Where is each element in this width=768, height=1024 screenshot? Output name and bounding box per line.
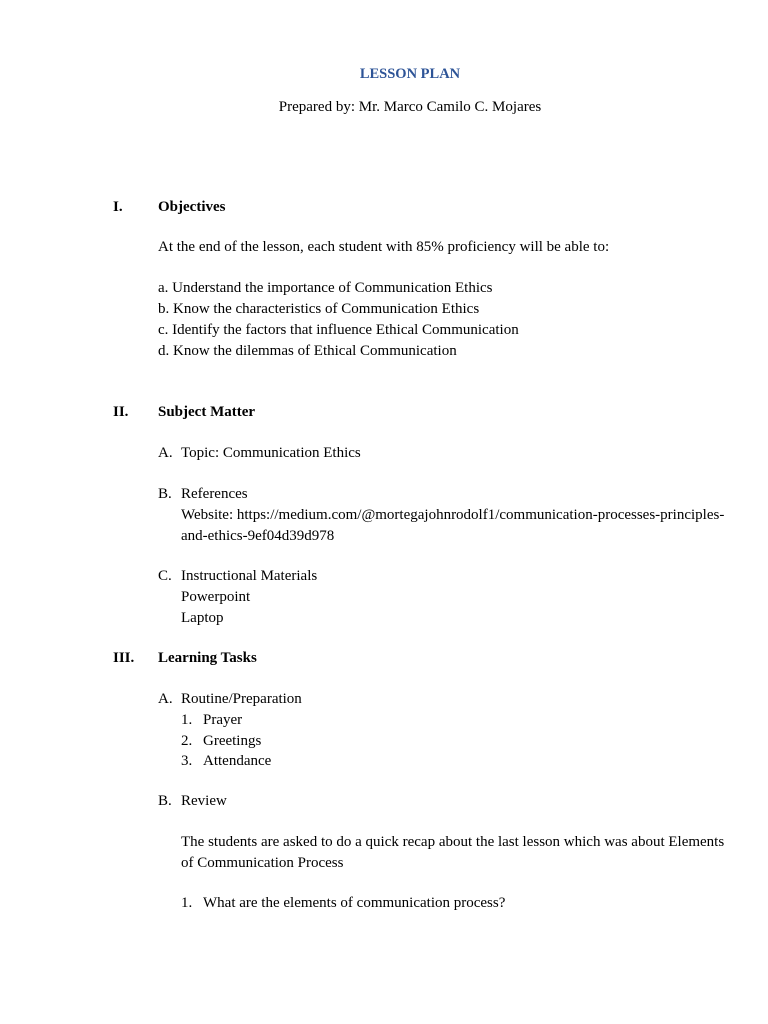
review-paragraph-line: The students are asked to do a quick recap about the last lesson which was about Elements [181, 834, 725, 850]
routine-item-marker: 1. [181, 712, 193, 728]
objective-item: b. Know the characteristics of Communication Ethics [158, 301, 480, 317]
routine-item: Attendance [203, 753, 272, 769]
reference-website-line: Website: https://medium.com/@mortegajohnrodolf1/communication-processes-principles- [181, 507, 725, 523]
section-heading-objectives: Objectives [158, 199, 226, 215]
material-item: Powerpoint [181, 589, 251, 605]
review-question: What are the elements of communication process? [203, 895, 506, 911]
materials-label: Instructional Materials [181, 568, 318, 584]
section-number-learning-tasks: III. [113, 650, 135, 666]
topic-marker: A. [158, 445, 173, 461]
objectives-intro: At the end of the lesson, each student with 85% proficiency will be able to: [158, 239, 610, 255]
materials-marker: C. [158, 568, 172, 584]
objective-item: d. Know the dilemmas of Ethical Communication [158, 343, 457, 359]
review-label: Review [181, 793, 227, 809]
references-marker: B. [158, 486, 172, 502]
objective-item: c. Identify the factors that influence Ethical Communication [158, 322, 519, 338]
document-title: LESSON PLAN [359, 66, 461, 82]
section-heading-subject-matter: Subject Matter [158, 404, 256, 420]
topic-text: Topic: Communication Ethics [181, 445, 361, 461]
routine-item: Greetings [203, 733, 262, 749]
review-paragraph-line: of Communication Process [181, 855, 344, 871]
reference-website-line: and-ethics-9ef04d39d978 [181, 528, 335, 544]
prepared-by: Prepared by: Mr. Marco Camilo C. Mojares [278, 99, 542, 115]
routine-item-marker: 3. [181, 753, 193, 769]
references-label: References [181, 486, 248, 502]
routine-item: Prayer [203, 712, 243, 728]
section-heading-learning-tasks: Learning Tasks [158, 650, 257, 666]
routine-marker: A. [158, 691, 173, 707]
review-question-marker: 1. [181, 895, 193, 911]
routine-label: Routine/Preparation [181, 691, 302, 707]
section-number-objectives: I. [113, 199, 123, 215]
review-marker: B. [158, 793, 172, 809]
section-number-subject-matter: II. [113, 404, 129, 420]
material-item: Laptop [181, 610, 224, 626]
objective-item: a. Understand the importance of Communication Ethics [158, 280, 493, 296]
routine-item-marker: 2. [181, 733, 193, 749]
